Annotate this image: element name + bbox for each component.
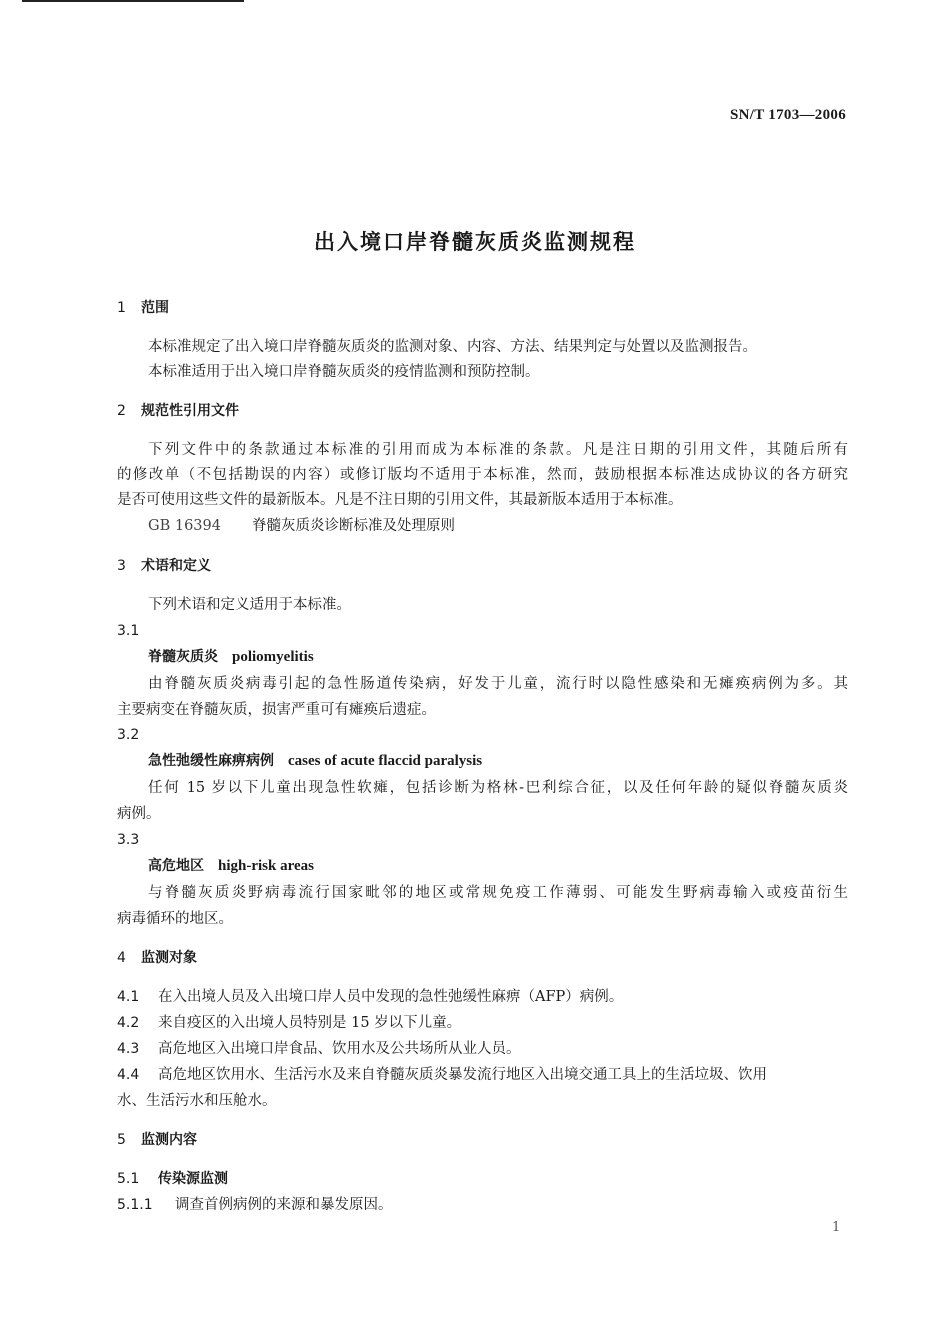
term-heading [148,751,482,771]
term-heading [148,647,314,667]
document-title: 出入境口岸脊髓灰质炎监测规程 [314,230,636,254]
term-definition: 由脊髓灰质炎病毒引起的急性肠道传染病，好发于儿童，流行时以隐性感染和无瘫痪病例为多。其 [148,676,848,692]
list-item [117,1039,521,1059]
clause-number: 3.1 [117,623,140,639]
list-item-number: 4.1 [117,989,140,1005]
list-item [117,1013,461,1033]
term-en: cases of acute flaccid paralysis [288,753,483,769]
subsection-number: 5.1 [117,1171,140,1187]
section-1-title: 范围 [141,300,169,316]
list-item-number: 4.4 [117,1067,140,1083]
subsection-5-1-heading [117,1169,228,1189]
section-1-paragraph: 本标准规定了出入境口岸脊髓灰质炎的监测对象、内容、方法、结果判定与处置以及监测报告。 [148,339,757,355]
list-item-number: 5.1.1 [117,1197,153,1213]
reference-code: GB 16394 [148,518,221,534]
standard-code: SN/T 1703—2006 [729,107,846,123]
section-3-heading [117,556,211,576]
section-1-paragraph: 本标准适用于出入境口岸脊髓灰质炎的疫情监测和预防控制。 [148,364,540,380]
list-item-text: 高危地区入出境口岸食品、饮用水及公共场所从业人员。 [158,1041,521,1057]
top-rule [22,0,244,2]
section-5-title: 监测内容 [141,1132,197,1148]
section-2-heading [117,401,239,421]
term-en: high-risk areas [218,858,314,874]
section-2-number: 2 [117,403,126,419]
section-5-heading [117,1130,197,1150]
term-zh: 急性弛缓性麻痹病例 [148,753,274,769]
term-definition: 与脊髓灰质炎野病毒流行国家毗邻的地区或常规免疫工作薄弱、可能发生野病毒输入或疫苗衍生 [148,885,848,901]
list-item-number: 4.2 [117,1015,140,1031]
list-item-text: 来自疫区的入出境人员特别是 15 岁以下儿童。 [158,1015,462,1031]
section-3-title: 术语和定义 [141,558,211,574]
section-2-line: 是否可使用这些文件的最新版本。凡是不注日期的引用文件，其最新版本适用于本标准。 [117,492,683,508]
term-definition: 主要病变在脊髓灰质，损害严重可有瘫痪后遗症。 [117,702,436,718]
list-item-text: 在入出境人员及入出境口岸人员中发现的急性弛缓性麻痹（AFP）病例。 [158,989,624,1005]
section-4-heading [117,948,197,968]
page-number: 1 [832,1220,841,1235]
section-4-title: 监测对象 [141,950,197,966]
list-item [117,987,623,1007]
section-3-intro: 下列术语和定义适用于本标准。 [148,597,351,613]
normative-reference [148,516,455,536]
term-zh: 脊髓灰质炎 [148,649,218,665]
section-2-line: 的修改单（不包括勘误的内容）或修订版均不适用于本标准，然而，鼓励根据本标准达成协议的各方研究 [117,467,848,483]
list-item [117,1195,393,1215]
reference-title: 脊髓灰质炎诊断标准及处理原则 [252,518,455,534]
section-1-heading [117,298,169,318]
list-item [117,1065,848,1085]
list-item-text: 调查首例病例的来源和暴发原因。 [175,1197,393,1213]
section-2-line: 下列文件中的条款通过本标准的引用而成为本标准的条款。凡是注日期的引用文件，其随后所有 [148,442,848,458]
term-zh: 高危地区 [148,858,204,874]
section-1-number: 1 [117,300,126,316]
section-3-number: 3 [117,558,126,574]
list-item-number: 4.3 [117,1041,140,1057]
term-definition: 病例。 [117,806,161,822]
section-5-number: 5 [117,1132,126,1148]
term-definition: 任何 15 岁以下儿童出现急性软瘫，包括诊断为格林-巴利综合征，以及任何年龄的疑似脊髓灰质炎 [148,780,848,796]
term-definition: 病毒循环的地区。 [117,911,233,927]
list-item-text: 高危地区饮用水、生活污水及来自脊髓灰质炎暴发流行地区入出境交通工具上的生活垃圾、饮用 [158,1067,767,1083]
subsection-title: 传染源监测 [158,1171,228,1187]
section-2-title: 规范性引用文件 [141,403,239,419]
section-4-number: 4 [117,950,126,966]
clause-number: 3.3 [117,832,140,848]
clause-number: 3.2 [117,727,140,743]
term-en: poliomyelitis [232,649,314,665]
list-item-continuation: 水、生活污水和压舱水。 [117,1093,277,1109]
term-heading [148,856,314,876]
